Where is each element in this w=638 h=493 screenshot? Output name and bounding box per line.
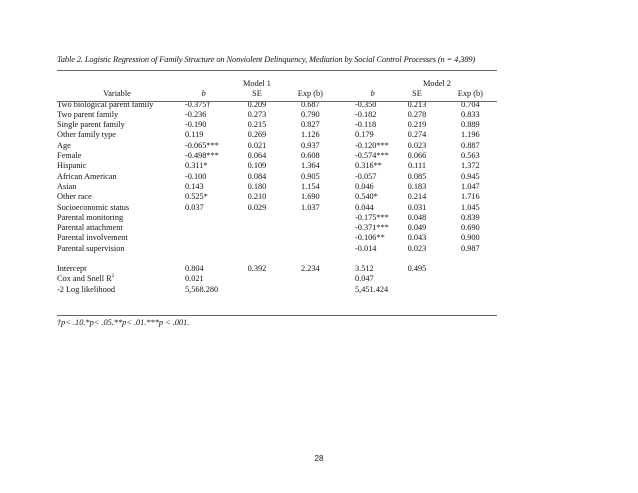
cell-se1: 0.392 <box>247 264 267 274</box>
header-rule <box>57 101 497 102</box>
cell-exp2: 0.889 <box>460 120 480 130</box>
model1-label: Model 1 <box>243 79 271 88</box>
cell-b2: -0.175*** <box>354 212 389 222</box>
cell-exp2: 1.045 <box>460 202 480 212</box>
cell-variable: Intercept <box>57 264 87 274</box>
cell-b2: -0.120*** <box>354 140 389 150</box>
table-row <box>57 151 497 161</box>
cell-b2: 0.044 <box>354 202 374 212</box>
header-se1: SE <box>252 89 262 99</box>
cell-se2: 0.278 <box>407 109 427 119</box>
cell-b1: -0.498*** <box>185 151 219 161</box>
cell-b2: -0.014 <box>354 243 377 253</box>
cell-exp1: 1.154 <box>300 181 320 191</box>
cell-exp2: 1.372 <box>460 161 480 171</box>
cell-se1: 0.215 <box>247 120 267 130</box>
cell-exp1 <box>284 285 337 295</box>
cell-se1 <box>230 285 283 295</box>
table-row <box>57 110 497 120</box>
cell-b1: 0.804 <box>185 264 204 274</box>
table-caption: Table 2. Logistic Regression of Family Structure on Nonviolent Delinquency, Mediation by Social Control Processes (n = 4,389) <box>57 55 476 64</box>
cell-se1 <box>230 233 283 243</box>
column-header-row <box>57 89 497 99</box>
cell-exp1 <box>284 213 337 223</box>
cell-se1: 0.180 <box>247 181 267 191</box>
cell-b2: -0.182 <box>354 109 377 119</box>
cell-exp2 <box>444 264 497 274</box>
cell-se1 <box>230 274 283 284</box>
cell-se2 <box>390 285 443 295</box>
cell-b1 <box>177 233 230 243</box>
cell-b1: -0.375† <box>185 99 211 109</box>
cell-variable: Cox and Snell $R^2$ <box>57 274 115 284</box>
regression-table <box>57 79 497 295</box>
cell-b1: 0.037 <box>185 202 204 212</box>
table-row <box>57 213 497 223</box>
cell-se1: 0.064 <box>247 151 267 161</box>
cell-se2: 0.219 <box>407 120 427 130</box>
cell-se1 <box>230 213 283 223</box>
cell-b2: 0.179 <box>354 130 374 140</box>
table-row <box>57 141 497 151</box>
cell-b1: 0.021 <box>185 274 204 284</box>
cell-se2: 0.274 <box>407 130 427 140</box>
cell-se1: 0.021 <box>247 140 267 150</box>
cell-b1: 0.525* <box>185 192 208 202</box>
header-b1: b <box>201 89 206 99</box>
cell-se2: 0.183 <box>407 181 427 191</box>
cell-variable: Socioeconomic status <box>57 202 130 212</box>
cell-exp2: 0.987 <box>460 243 480 253</box>
header-exp2: Exp (b) <box>457 89 483 99</box>
cell-se1: 0.029 <box>247 202 267 212</box>
cell-variable: Age <box>57 140 71 150</box>
cell-b1 <box>177 244 230 254</box>
cell-variable: Two biological parent family <box>57 99 154 109</box>
table-body <box>57 100 497 254</box>
table-row <box>57 264 497 274</box>
cell-se2 <box>390 274 443 284</box>
cell-se1: 0.269 <box>247 130 267 140</box>
cell-variable: African American <box>57 171 117 181</box>
cell-b1: -0.065*** <box>185 140 219 150</box>
cell-b1: 5,568.280 <box>185 284 219 294</box>
cell-exp1: 1.364 <box>300 161 320 171</box>
cell-exp1: 1.037 <box>300 202 320 212</box>
cell-variable: Parental supervision <box>57 243 125 253</box>
cell-se1: 0.209 <box>247 99 267 109</box>
cell-exp2: 0.690 <box>460 223 480 233</box>
cell-exp1 <box>284 223 337 233</box>
cell-b1: 0.143 <box>185 181 204 191</box>
cell-exp1 <box>284 244 337 254</box>
cell-exp1: 0.687 <box>300 99 320 109</box>
cell-exp1: 1.126 <box>300 130 320 140</box>
header-se2: SE <box>412 89 422 99</box>
table-row <box>57 223 497 233</box>
cell-variable: Hispanic <box>57 161 87 171</box>
table-row <box>57 172 497 182</box>
bottom-rule <box>57 315 497 316</box>
cell-exp1: 1.690 <box>300 192 320 202</box>
table-row <box>57 161 497 171</box>
cell-se2: 0.043 <box>407 233 427 243</box>
table-row <box>57 274 497 284</box>
cell-b1: -0.236 <box>185 109 207 119</box>
cell-variable: -2 Log likelihood <box>57 284 116 294</box>
cell-se2: 0.213 <box>407 99 427 109</box>
cell-variable: Parental monitoring <box>57 212 124 222</box>
superscript: 2 <box>111 274 115 280</box>
cell-b2: 5,451.424 <box>354 284 389 294</box>
cell-variable: Two parent family <box>57 109 119 119</box>
cell-exp2: 0.887 <box>460 140 480 150</box>
cell-se1: 0.109 <box>247 161 267 171</box>
cell-b1 <box>177 223 230 233</box>
cell-se2: 0.023 <box>407 140 427 150</box>
cell-exp1 <box>284 233 337 243</box>
cell-exp2: 0.945 <box>460 171 480 181</box>
cell-se2: 0.049 <box>407 223 427 233</box>
cell-b2: -0.574*** <box>354 151 389 161</box>
cell-b1: 0.311* <box>185 161 208 171</box>
cell-se1 <box>230 244 283 254</box>
cell-variable: Other family type <box>57 130 116 140</box>
table-row <box>57 182 497 192</box>
cell-b2: 0.047 <box>354 274 374 284</box>
cell-exp2 <box>444 274 497 284</box>
cell-variable: Parental involvement <box>57 233 128 243</box>
cell-b1 <box>177 213 230 223</box>
table-row <box>57 285 497 295</box>
cell-exp2: 1.047 <box>460 181 480 191</box>
cell-se1: 0.273 <box>247 109 267 119</box>
cell-exp2: 0.704 <box>460 99 480 109</box>
cell-exp2: 1.716 <box>460 192 480 202</box>
table-row <box>57 244 497 254</box>
cell-b2: 0.046 <box>354 181 374 191</box>
cell-exp2: 0.563 <box>460 151 480 161</box>
cell-b2: -0.057 <box>354 171 377 181</box>
cell-variable: Female <box>57 151 82 161</box>
model2-label: Model 2 <box>423 79 451 88</box>
cell-exp1: 2.234 <box>300 264 320 274</box>
header-exp1: Exp (b) <box>297 89 323 99</box>
cell-b2: -0.371*** <box>354 223 389 233</box>
significance-note: †p< .10.*p< .05.**p< .01.***p < .001. <box>57 318 190 327</box>
header-variable: Variable <box>103 89 131 99</box>
cell-exp2: 0.833 <box>460 109 480 119</box>
table-row <box>57 130 497 140</box>
cell-b2: 0.316** <box>354 161 382 171</box>
cell-b2: -0.350 <box>354 99 377 109</box>
cell-exp2: 0.839 <box>460 212 480 222</box>
cell-exp2: 1.196 <box>460 130 480 140</box>
cell-exp1: 0.608 <box>300 151 320 161</box>
cell-se1: 0.210 <box>247 192 267 202</box>
cell-se2: 0.031 <box>407 202 427 212</box>
cell-exp1: 0.827 <box>300 120 320 130</box>
cell-b2: 0.540* <box>354 192 378 202</box>
cell-exp1: 0.905 <box>300 171 320 181</box>
cell-exp1: 0.937 <box>300 140 320 150</box>
cell-b2: 3.512 <box>354 264 374 274</box>
cell-variable: Other race <box>57 192 92 202</box>
cell-b1: -0.100 <box>185 171 207 181</box>
cell-exp1 <box>284 274 337 284</box>
cell-exp2 <box>444 285 497 295</box>
table-row <box>57 233 497 243</box>
top-rule <box>57 70 497 71</box>
table-footer <box>57 264 497 295</box>
cell-b1: 0.119 <box>185 130 204 140</box>
cell-se2: 0.495 <box>407 264 427 274</box>
cell-se2: 0.214 <box>407 192 427 202</box>
cell-se2: 0.023 <box>407 243 427 253</box>
table-row <box>57 192 497 202</box>
cell-se2: 0.066 <box>407 151 427 161</box>
cell-b1: -0.190 <box>185 120 207 130</box>
cell-se1 <box>230 223 283 233</box>
model-header-row <box>57 79 497 89</box>
cell-se2: 0.085 <box>407 171 427 181</box>
page-number: 28 <box>314 454 324 463</box>
cell-b2: -0.118 <box>354 120 377 130</box>
cell-exp2: 0.900 <box>460 233 480 243</box>
cell-b2: -0.106** <box>354 233 385 243</box>
cell-se2: 0.048 <box>407 212 427 222</box>
cell-se2: 0.111 <box>407 161 426 171</box>
cell-exp1: 0.790 <box>300 109 320 119</box>
cell-variable: Parental attachment <box>57 223 123 233</box>
header-b2: b <box>370 89 375 99</box>
table-row <box>57 120 497 130</box>
cell-variable: Asian <box>57 181 77 191</box>
table-row <box>57 203 497 213</box>
cell-variable: Single parent family <box>57 120 125 130</box>
cell-se1: 0.084 <box>247 171 267 181</box>
